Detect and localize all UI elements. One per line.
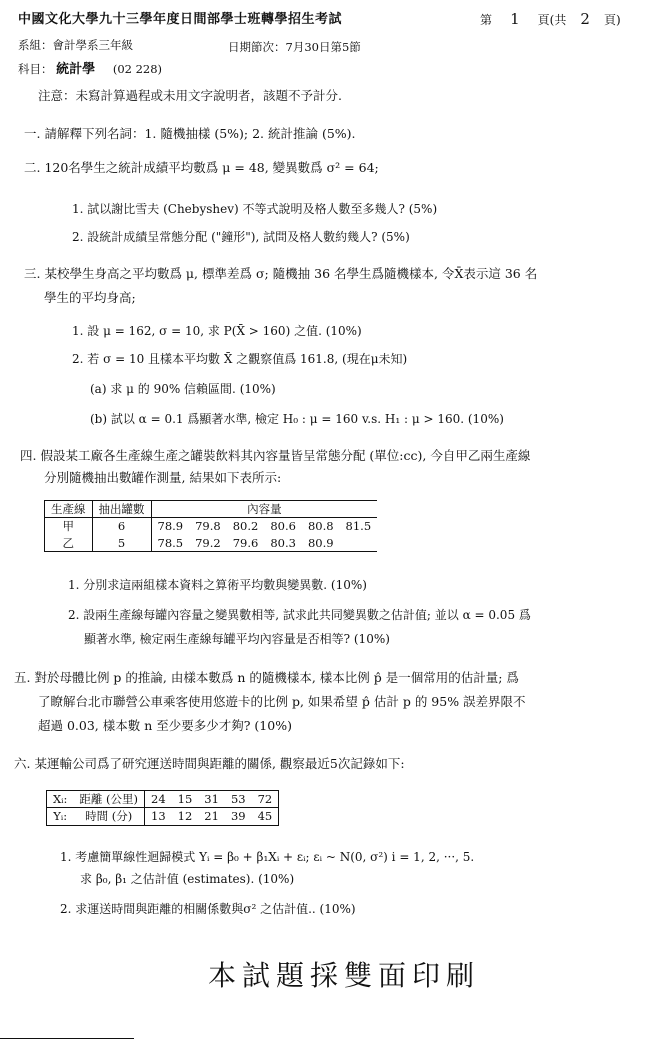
row-value: 39 — [225, 808, 252, 825]
transport-table — [46, 790, 279, 826]
question-4-line-2: 分別隨機抽出數罐作測量, 結果如下表所示: — [44, 470, 282, 485]
table-header-row — [45, 501, 378, 518]
question-2: 二. 120名學生之統計成績平均數爲 μ = 48, 變異數爲 σ² = 64; — [24, 160, 379, 175]
subject-label: 科目： — [18, 62, 53, 76]
row-value: 78.5 — [151, 535, 189, 552]
question-6-sub-1a: 1. 考慮簡單線性迴歸模式 Yᵢ = β₀ + β₁Xᵢ + εᵢ; εᵢ ~ N(0, σ²) i = 1, 2, ···, 5. — [60, 850, 475, 864]
page-number: 1 — [510, 10, 520, 28]
question-4-sub-2a: 2. 設兩生產線每罐內容量之變異數相等, 試求此共同變異數之估計值; 並以 α = 0.05 爲 — [68, 608, 531, 622]
question-3-line-1: 三. 某校學生身高之平均數爲 μ, 標準差爲 σ; 隨機抽 36 名學生爲隨機樣本, 令X̄表示這 36 名 — [24, 266, 538, 281]
row-value: 80.8 — [307, 519, 334, 534]
row-value: 31 — [198, 791, 225, 808]
page-prefix: 第 — [480, 13, 493, 27]
subject-code: (02 228) — [112, 62, 163, 76]
exam-title: 中國文化大學九十三學年度日間部學士班轉學招生考試 — [18, 12, 343, 27]
question-6-sub-2: 2. 求運送時間與距離的相關係數與σ² 之估計值.. (10%) — [60, 902, 356, 916]
question-6-sub-1b: 求 β₀, β₁ 之估計值 (estimates). (10%) — [80, 872, 295, 886]
question-4-line-1: 四. 假設某工廠各生產線生產之罐裝飲料其內容量皆呈常態分配 (單位:cc), 今自甲乙兩生產線 — [20, 448, 531, 463]
transport-table-grid — [46, 790, 279, 826]
page-total: 2 — [580, 10, 590, 28]
page-indicator — [480, 10, 621, 29]
session: 日期節次：7月30日第5節 — [228, 40, 361, 54]
row-value: 24 — [145, 791, 172, 808]
table-row — [47, 808, 279, 825]
row-value: 78.9 — [151, 518, 189, 535]
table-row — [45, 518, 378, 535]
row-symbol: Xᵢ: — [47, 791, 74, 808]
row-value: 45 — [252, 808, 279, 825]
question-5-line-1: 五. 對於母體比例 p 的推論, 由樣本數爲 n 的隨機樣本, 樣本比例 p̂ 是一個常用的估計量; 爲 — [14, 670, 519, 685]
row-value: 15 — [172, 791, 199, 808]
table-row — [45, 535, 378, 552]
row-line: 甲 — [45, 518, 93, 535]
subject-name: 統計學 — [56, 62, 96, 77]
row-value: 21 — [198, 808, 225, 825]
question-2-sub-2: 2. 設統計成績呈常態分配 ("鐘形"), 試問及格人數約幾人? (5%) — [72, 230, 410, 244]
row-value: 53 — [225, 791, 252, 808]
row-value — [340, 535, 378, 552]
table-row — [47, 791, 279, 808]
question-4-sub-1: 1. 分別求這兩組樣本資料之算術平均數與變異數. (10%) — [68, 578, 367, 592]
row-value: 80.2 — [232, 519, 259, 534]
notice: 注意：未寫計算過程或未用文字說明者，該題不予計分. — [38, 88, 342, 103]
row-value: 12 — [172, 808, 199, 825]
row-line: 乙 — [45, 535, 93, 552]
row-value: 79.2 — [189, 535, 227, 552]
row-symbol: Yᵢ: — [47, 808, 74, 825]
row-value: 80.3 — [264, 535, 302, 552]
question-3-sub-2a: (a) 求 μ 的 90% 信賴區間. (10%) — [90, 382, 276, 396]
header-content: 內容量 — [151, 501, 377, 518]
page-mid: 頁(共 — [537, 13, 567, 27]
row-value: 80.9 — [302, 535, 340, 552]
question-4-sub-2b: 顯著水準, 檢定兩生產線每罐平均內容量是否相等? (10%) — [84, 632, 390, 646]
row-value: 79.6 — [227, 535, 265, 552]
question-3-sub-1: 1. 設 μ = 162, σ = 10, 求 P(X̄ > 160) 之值. (10%) — [72, 324, 362, 338]
question-3-sub-2b: (b) 試以 α = 0.1 爲顯著水準, 檢定 H₀ : μ = 160 v.s. H₁ : μ > 160. (10%) — [90, 412, 504, 426]
question-3-line-2: 學生的平均身高; — [44, 290, 136, 305]
row-value: 72 — [252, 791, 279, 808]
question-2-sub-1: 1. 試以謝比雪夫 (Chebyshev) 不等式說明及格人數至多幾人? (5%) — [72, 202, 438, 216]
row-label: 時間 (分) — [73, 808, 144, 825]
row-value: 80.6 — [270, 519, 296, 534]
department: 系組：會計學系三年級 — [18, 38, 133, 52]
header-line: 生產線 — [45, 501, 93, 518]
row-value: 79.8 — [195, 519, 221, 534]
header-count: 抽出罐數 — [92, 501, 151, 518]
question-6-line-1: 六. 某運輸公司爲了研究運送時間與距離的關係, 觀察最近5次記錄如下: — [14, 756, 405, 771]
row-value: 81.5 — [345, 519, 372, 534]
row-count: 6 — [92, 518, 151, 535]
bottom-rule — [0, 1038, 134, 1039]
question-5-line-3: 超過 0.03, 樣本數 n 至少要多少才夠? (10%) — [38, 718, 292, 733]
row-value: 13 — [145, 808, 172, 825]
production-table-grid — [44, 500, 377, 552]
question-5-line-2: 了瞭解台北市聯營公車乘客使用悠遊卡的比例 p, 如果希望 p̂ 估計 p 的 95% 誤差界限不 — [38, 694, 526, 709]
row-count: 5 — [92, 535, 151, 552]
question-1: 一. 請解釋下列名詞：1. 隨機抽樣 (5%); 2. 統計推論 (5%). — [24, 126, 356, 141]
page-suffix: 頁) — [604, 13, 621, 27]
production-table — [44, 500, 377, 552]
subject-line — [18, 62, 162, 78]
footer-note: 本試題採雙面印刷 — [208, 959, 481, 992]
row-label: 距離 (公里) — [73, 791, 144, 808]
question-3-sub-2: 2. 若 σ = 10 且樣本平均數 X̄ 之觀察值爲 161.8, (現在μ未知) — [72, 352, 408, 366]
